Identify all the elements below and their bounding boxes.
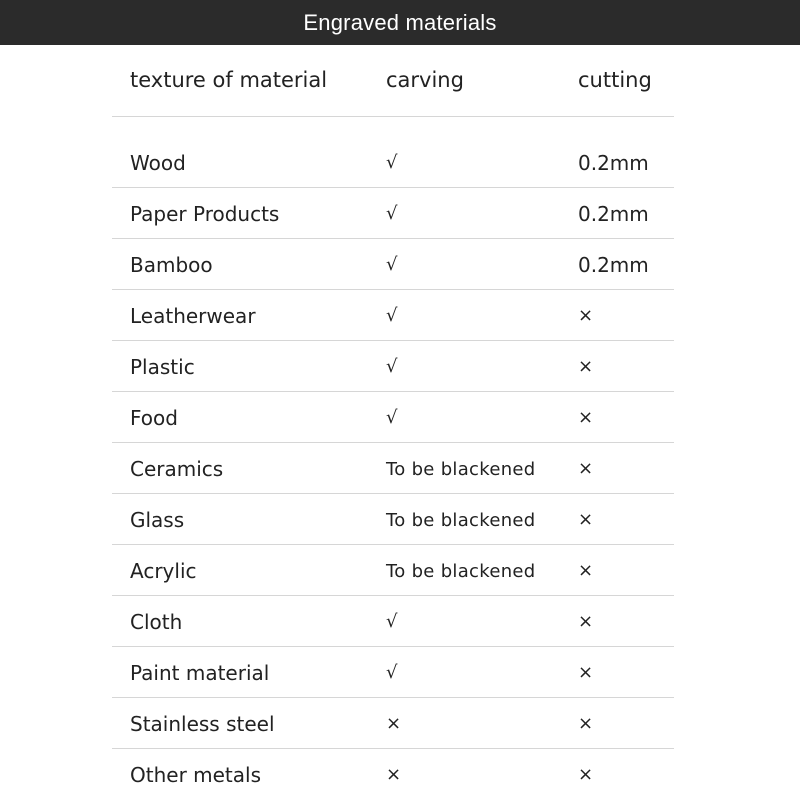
carving-cell: √ [386,254,398,275]
material-cell: Leatherwear [130,304,256,328]
cutting-cell: 0.2mm [578,202,649,226]
material-cell: Bamboo [130,253,213,277]
column-header-material: texture of material [130,68,328,92]
material-cell: Other metals [130,763,262,787]
cutting-cell: × [578,356,594,377]
carving-cell: × [386,713,402,734]
material-cell: Cloth [130,610,183,634]
cutting-cell: × [578,764,594,785]
material-cell: Acrylic [130,559,197,583]
carving-cell: √ [386,662,398,683]
column-header-carving: carving [386,68,464,92]
carving-cell: √ [386,407,398,428]
carving-cell: To be blackened [386,510,536,531]
cutting-cell: × [578,611,594,632]
materials-table [112,46,674,799]
material-cell: Paint material [130,661,270,685]
carving-cell: √ [386,305,398,326]
table-row [112,341,674,392]
carving-cell: To be blackened [386,561,536,582]
table-row [112,239,674,290]
table-row [112,647,674,698]
cutting-cell: × [578,560,594,581]
table-row [112,698,674,749]
table-row [112,443,674,494]
carving-cell: √ [386,152,398,173]
cutting-cell: × [578,509,594,530]
title-bar [0,0,800,45]
carving-cell: × [386,764,402,785]
table-row [112,494,674,545]
table-row [112,392,674,443]
cutting-cell: × [578,407,594,428]
column-header-cutting: cutting [578,68,652,92]
material-cell: Plastic [130,355,195,379]
cutting-cell: 0.2mm [578,253,649,277]
carving-cell: √ [386,611,398,632]
table-row [112,545,674,596]
material-cell: Paper Products [130,202,280,226]
material-cell: Ceramics [130,457,224,481]
table-row [112,749,674,799]
page-title: Engraved materials [303,9,497,35]
material-cell: Food [130,406,178,430]
cutting-cell: × [578,458,594,479]
table-header-row [112,46,674,117]
table-row [112,137,674,188]
table-row [112,188,674,239]
material-cell: Stainless steel [130,712,275,736]
carving-cell: To be blackened [386,459,536,480]
material-cell: Glass [130,508,185,532]
cutting-cell: 0.2mm [578,151,649,175]
header-spacer [112,117,674,137]
material-cell: Wood [130,151,186,175]
carving-cell: √ [386,356,398,377]
table-row [112,290,674,341]
cutting-cell: × [578,713,594,734]
cutting-cell: × [578,662,594,683]
table-body [112,137,674,799]
cutting-cell: × [578,305,594,326]
carving-cell: √ [386,203,398,224]
table-row [112,596,674,647]
